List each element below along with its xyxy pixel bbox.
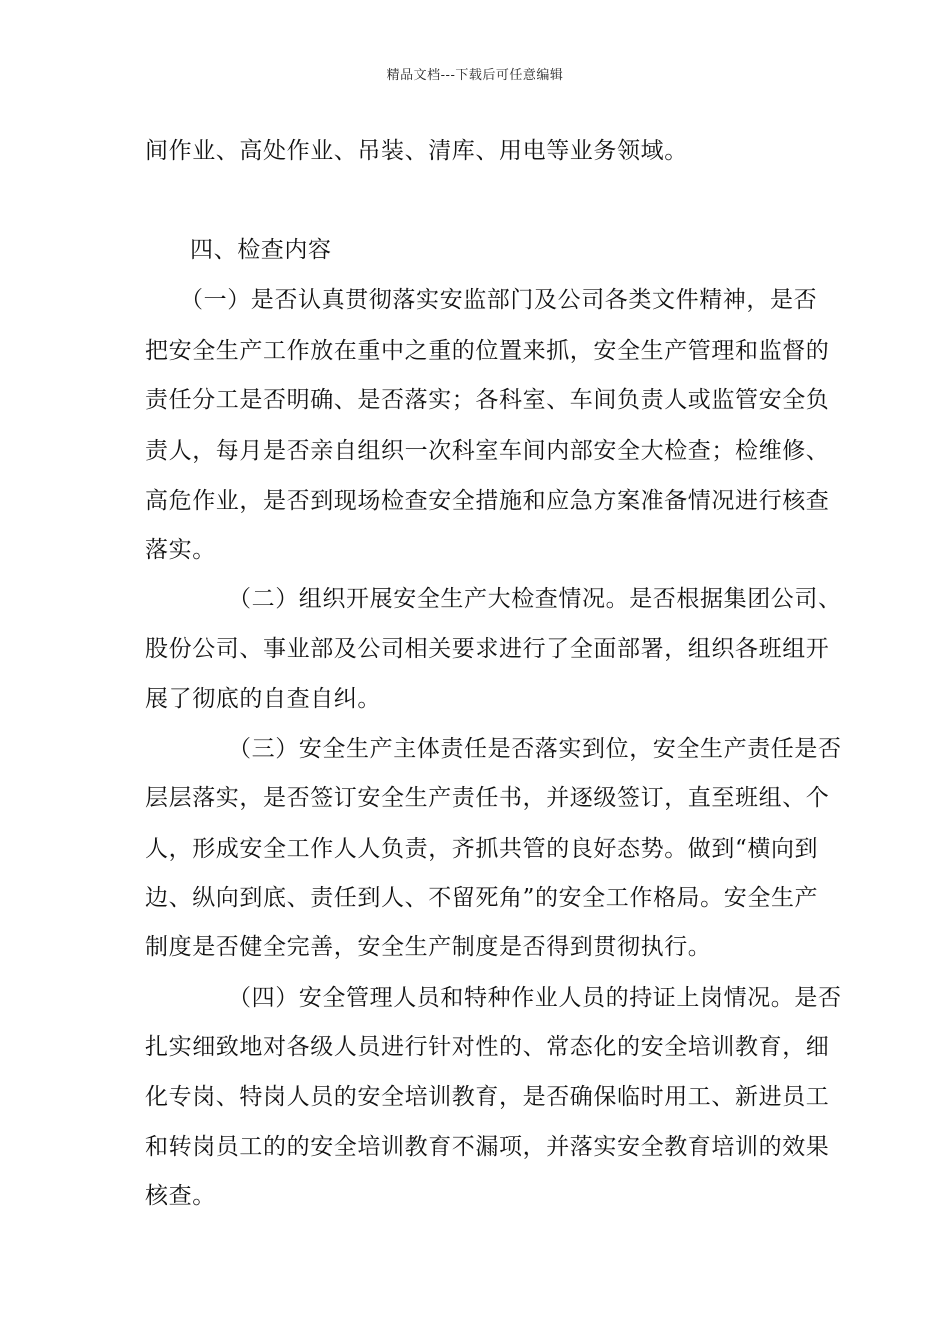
- text-line: 把安全生产工作放在重中之重的位置来抓，安全生产管理和监督的: [145, 338, 830, 364]
- text-line: 责任分工是否明确、是否落实；各科室、车间负责人或监管安全负: [145, 387, 830, 413]
- text-line: 和转岗员工的的安全培训教育不漏项，并落实安全教育培训的效果: [145, 1134, 830, 1160]
- text-line: （二）组织开展安全生产大检查情况。是否根据集团公司、: [228, 586, 842, 612]
- text-line: 高危作业，是否到现场检查安全措施和应急方案准备情况进行核查: [145, 488, 830, 514]
- text-line: 人，形成安全工作人人负责，齐抓共管的良好态势。做到“横向到: [145, 836, 819, 862]
- text-line: 间作业、高处作业、吊装、清库、用电等业务领域。: [145, 138, 688, 164]
- text-line: 层层落实，是否签订安全生产责任书，并逐级签订，直至班组、个: [145, 785, 830, 811]
- text-line: 核查。: [145, 1183, 216, 1209]
- section-heading: 四、检查内容: [190, 237, 332, 263]
- text-line: 责人，每月是否亲自组织一次科室车间内部安全大检查；检维修、: [145, 438, 830, 464]
- page-header: 精品文档---下载后可任意编辑: [386, 68, 564, 83]
- text-line: （三）安全生产主体责任是否落实到位，安全生产责任是否: [228, 736, 842, 762]
- text-line: （一）是否认真贯彻落实安监部门及公司各类文件精神，是否: [180, 287, 818, 313]
- text-line: 股份公司、事业部及公司相关要求进行了全面部署，组织各班组开: [145, 636, 830, 662]
- text-line: 扎实细致地对各级人员进行针对性的、常态化的安全培训教育，细: [145, 1034, 830, 1060]
- text-line: 制度是否健全完善，安全生产制度是否得到贯彻执行。: [145, 934, 712, 960]
- text-line: 展了彻底的自查自纠。: [145, 686, 381, 712]
- text-line: 化专岗、特岗人员的安全培训教育，是否确保临时用工、新进员工: [145, 1084, 830, 1110]
- text-line: 落实。: [145, 537, 216, 563]
- text-line: 边、纵向到底、责任到人、不留死角”的安全工作格局。安全生产: [145, 885, 819, 911]
- text-line: （四）安全管理人员和特种作业人员的持证上岗情况。是否: [228, 985, 842, 1011]
